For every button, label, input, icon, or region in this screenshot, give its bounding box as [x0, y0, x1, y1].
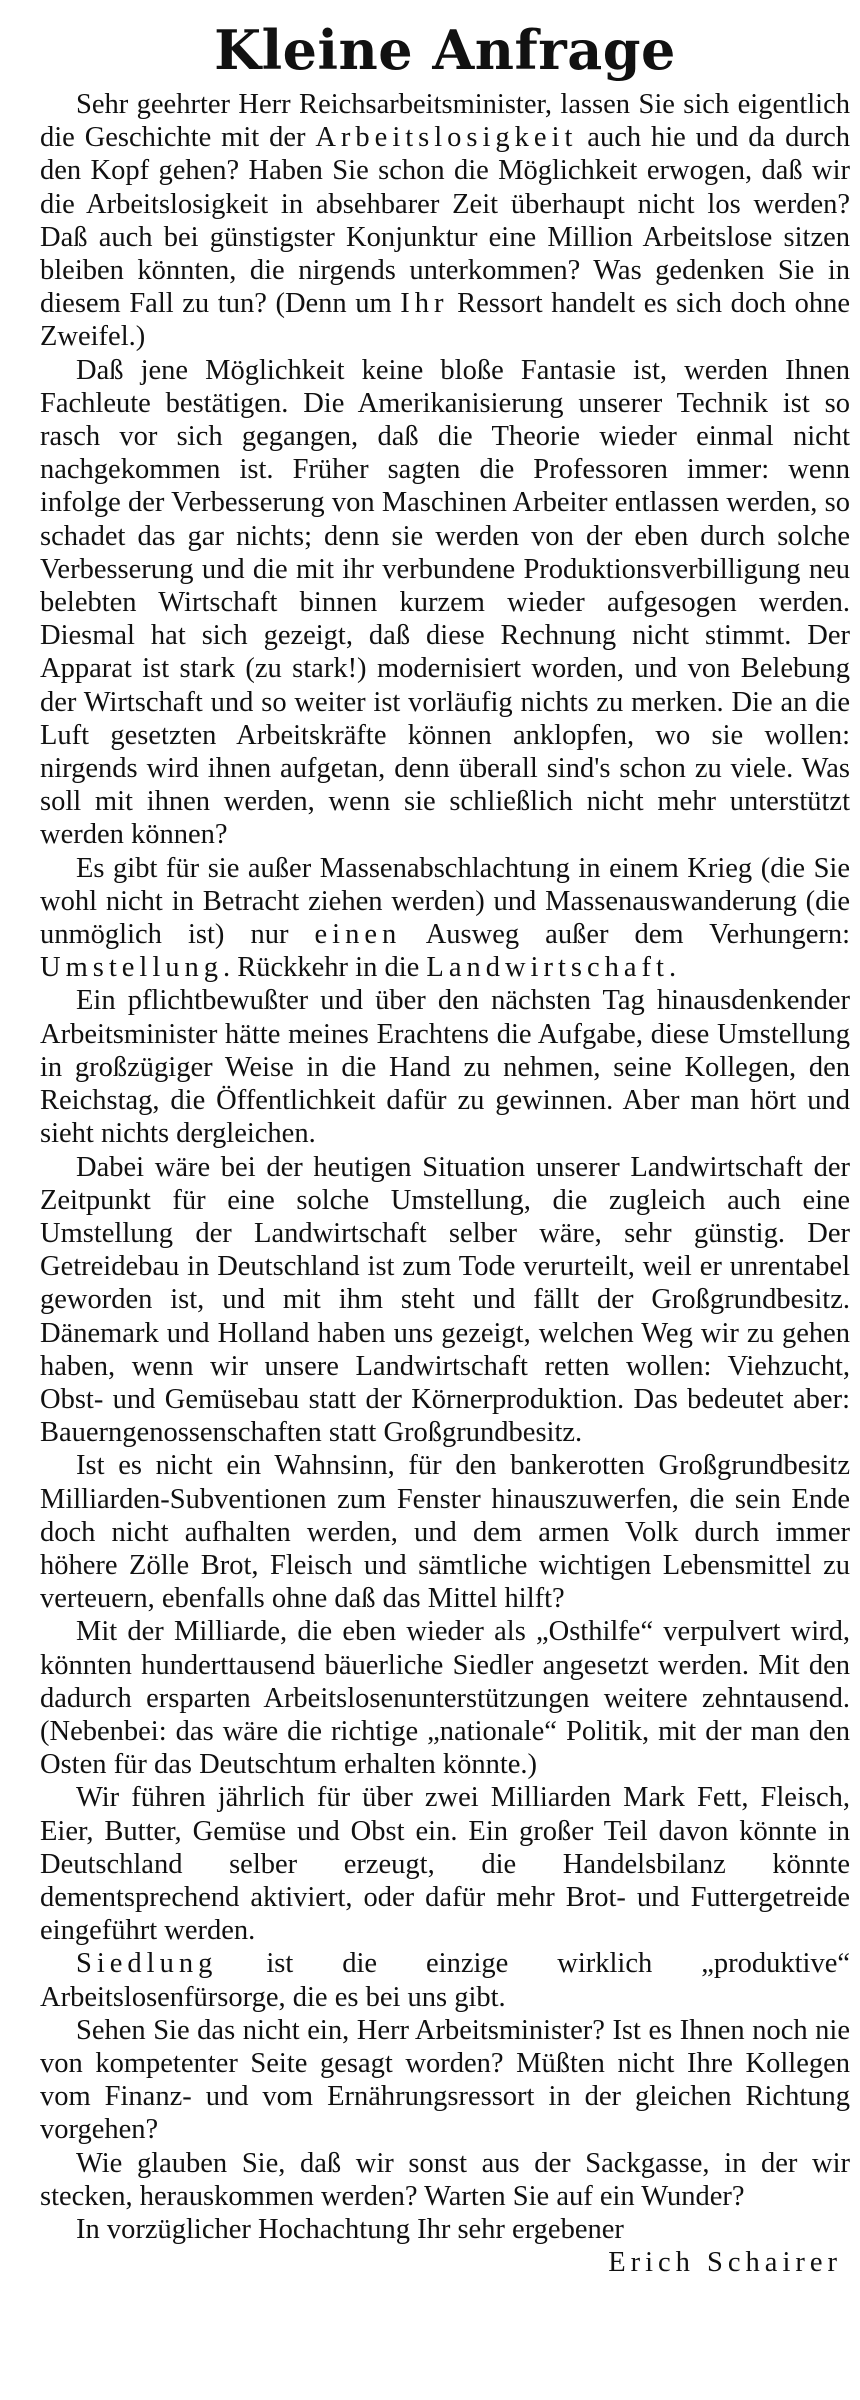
paragraph-text: Sehen Sie das nicht ein, Herr Arbeitsminister? Ist es Ihnen noch nie von kompetenter Seite gesagt worden? Müßten nicht Ihre Kollegen vom Finanz- und vom Ernährungsressort in der gleichen Richtung vorgehen? [40, 2014, 850, 2146]
emphasized-text: einen [314, 919, 402, 951]
paragraph [40, 852, 850, 985]
paragraph [40, 1781, 850, 1947]
closing-line: In vorzüglicher Hochachtung Ihr sehr ergebener [76, 2214, 624, 2245]
paragraph-text: Ausweg außer dem Verhungern: [401, 919, 850, 951]
paragraph-text: . [668, 952, 677, 984]
paragraph [40, 1449, 850, 1615]
paragraph-text: Wir führen jährlich für über zwei Milliarden Mark Fett, Fleisch, Eier, Butter, Gemüse und Obst ein. Ein großer Teil davon könnte in Deutschland selber erzeugt, die Handelsbilanz könnte dementsprechend aktiviert, oder dafür mehr Brot- und Futtergetreide eingeführt werden. [40, 1782, 850, 1947]
paragraph-text: Mit der Milliarde, die eben wieder als „Osthilfe“ verpulvert wird, könnten hunderttausend bäuerliche Siedler angesetzt werden. Mit den dadurch ersparten Arbeitslosenunterstützungen weitere zehntausend. (Nebenbei: das wäre die richtige „nationale“ Politik, mit der man den Osten für das Deutschtum erhalten könnte.) [40, 1616, 850, 1781]
paragraph [40, 2014, 850, 2147]
article [40, 0, 850, 2279]
paragraph-text: Es gibt für sie außer Massenabschlachtung in einem Krieg (die Sie wohl nicht in Betracht ziehen werden) und Massenauswanderung (die unmöglich ist) nur [40, 852, 850, 951]
paragraph-text: Sehr geehrter Herr Reichsarbeitsminister, lassen Sie sich eigentlich die Geschichte mit der [40, 89, 850, 154]
paragraph [40, 984, 850, 1150]
paragraph-text: Daß jene Möglichkeit keine bloße Fantasie ist, werden Ihnen Fachleute bestätigen. Die Amerikanisierung unserer Technik ist so rasch vor sich gegangen, daß die Theorie wieder einmal nicht nachgekommen ist. Früher sagten die Professoren immer: wenn infolge der Verbesserung von Maschinen Arbeiter entlassen werden, so schadet das gar nichts; denn sie werden von der eben durch solche Verbesserung und die mit ihr verbundene Produktionsverbilligung neu belebten Wirtschaft binnen kurzem wieder aufgesogen werden. Diesmal hat sich gezeigt, daß diese Rechnung nicht stimmt. Der Apparat ist stark (zu stark!) modernisiert worden, und von Belebung der Wirtschaft und so weiter ist vorläufig nichts zu merken. Die an die Luft gesetzten Arbeitskräfte können anklopfen, wo sie wollen: nirgends wird ihnen aufgetan, denn überall sind's schon zu viele. Was soll mit ihnen werden, wenn sie schließlich nicht mehr unterstützt werden können? [40, 354, 850, 851]
paragraph-text: ist die einzige wirklich „produktive“ Arbeitslosenfürsorge, die es bei uns gibt. [40, 1948, 850, 2013]
article-title: Kleine Anfrage [214, 18, 676, 82]
emphasized-text: Arbeitslosigkeit [315, 122, 578, 154]
emphasized-text: Siedlung [76, 1948, 218, 1980]
paragraph-text: Ist es nicht ein Wahnsinn, für den bankerotten Großgrundbesitz Milliarden-Subventionen zum Fenster hinauszuwerfen, die sein Ende doch nicht aufhalten werden, und dem armen Volk durch immer höhere Zölle Brot, Fleisch und sämtliche wichtigen Lebensmittel zu verteuern, ebenfalls ohne daß das Mittel hilft? [40, 1450, 850, 1615]
paragraph [40, 88, 850, 354]
paragraph-text: Ein pflichtbewußter und über den nächsten Tag hinausdenkender Arbeitsminister hätte meines Erachtens die Aufgabe, diese Umstellung in großzügiger Weise in die Hand zu nehmen, seine Kollegen, den Reichstag, die Öffentlichkeit dafür zu gewinnen. Aber man hört und sieht nichts dergleichen. [40, 985, 850, 1150]
emphasized-text: Ihr [400, 288, 449, 320]
paragraph-text: . Rückkehr in die [223, 952, 427, 984]
paragraph-text: Ressort handelt es sich doch ohne Zweifel.) [40, 288, 850, 353]
paragraph-text: Dabei wäre bei der heutigen Situation unserer Landwirtschaft der Zeitpunkt für eine solche Umstellung, die zugleich auch eine Umstellung der Landwirtschaft selber wäre, sehr günstig. Der Getreidebau in Deutschland ist zum Tode verurteilt, weil er unrentabel geworden ist, und mit ihm steht und fällt der Großgrundbesitz. Dänemark und Holland haben uns gezeigt, welchen Weg wir zu gehen haben, wenn wir unsere Landwirtschaft retten wollen: Viehzucht, Obst- und Gemüsebau statt der Körnerproduktion. Das bedeutet aber: Bauerngenossenschaften statt Großgrundbesitz. [40, 1151, 850, 1449]
paragraph [40, 1947, 850, 2013]
paragraph-text: auch hie und da durch den Kopf gehen? Haben Sie schon die Möglichkeit erwogen, daß wir die Arbeitslosigkeit in absehbarer Zeit überhaupt nicht los werden? Daß auch bei günstigster Konjunktur eine Million Arbeitslose sitzen bleiben könnten, die nirgends unterkommen? Was gedenken Sie in diesem Fall zu tun? (Denn um [40, 122, 850, 320]
paragraph [40, 354, 850, 852]
emphasized-text: Umstellung [40, 952, 223, 984]
paragraph [40, 2147, 850, 2213]
emphasized-text: Landwirtschaft [426, 952, 669, 984]
paragraph [40, 1615, 850, 1781]
paragraph-text: Wie glauben Sie, daß wir sonst aus der Sackgasse, in der wir stecken, herauskommen werden? Warten Sie auf ein Wunder? [40, 2147, 850, 2212]
paragraph [40, 1151, 850, 1450]
article-body [40, 88, 850, 2213]
author-signature: Erich Schairer [608, 2247, 842, 2279]
